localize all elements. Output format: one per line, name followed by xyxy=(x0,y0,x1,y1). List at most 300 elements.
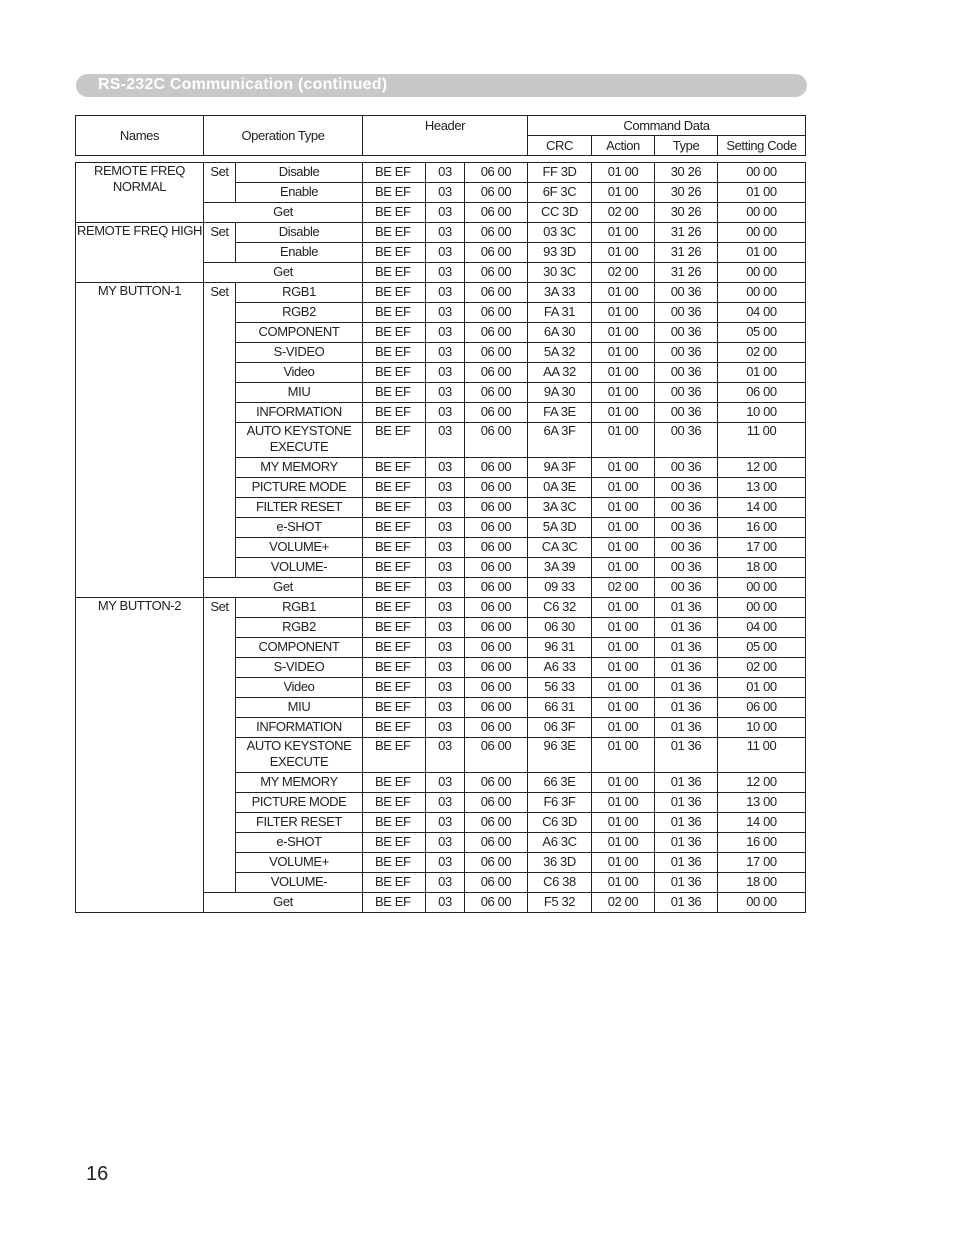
type-cell: 01 36 xyxy=(655,793,718,813)
operation-cell: e-SHOT xyxy=(236,833,363,853)
operation-cell: Enable xyxy=(236,183,363,203)
action-cell: 01 00 xyxy=(592,638,655,658)
names-header: Names xyxy=(76,116,204,156)
header-length-cell: 03 xyxy=(426,793,465,813)
operation-cell: MIU xyxy=(236,698,363,718)
header-cmd-cell: 06 00 xyxy=(465,698,528,718)
header-cmd-cell: 06 00 xyxy=(465,303,528,323)
action-cell: 02 00 xyxy=(592,203,655,223)
crc-cell: FA 31 xyxy=(528,303,592,323)
action-cell: 01 00 xyxy=(592,538,655,558)
header-cmd-cell: 06 00 xyxy=(465,718,528,738)
operation-cell: Enable xyxy=(236,243,363,263)
header-bytes-cell: BE EF xyxy=(363,738,426,773)
header-cmd-cell: 06 00 xyxy=(465,403,528,423)
header-cmd-cell: 06 00 xyxy=(465,738,528,773)
header-cmd-cell: 06 00 xyxy=(465,423,528,458)
crc-cell: 09 33 xyxy=(528,578,592,598)
crc-cell: 93 3D xyxy=(528,243,592,263)
action-cell: 01 00 xyxy=(592,478,655,498)
operation-cell: Disable xyxy=(236,163,363,183)
row-name-cell: MY BUTTON-2 xyxy=(76,598,204,913)
operation-cell: Get xyxy=(204,893,363,913)
header-cmd-cell: 06 00 xyxy=(465,893,528,913)
crc-header: CRC xyxy=(528,136,592,156)
action-cell: 01 00 xyxy=(592,813,655,833)
set-label-cell: Set xyxy=(204,283,236,578)
header-length-cell: 03 xyxy=(426,458,465,478)
header-header: Header xyxy=(363,116,528,136)
type-cell: 00 36 xyxy=(655,323,718,343)
header-length-cell: 03 xyxy=(426,558,465,578)
command-table xyxy=(75,115,806,913)
type-cell: 00 36 xyxy=(655,343,718,363)
header-cmd-cell: 06 00 xyxy=(465,853,528,873)
action-cell: 02 00 xyxy=(592,893,655,913)
header-length-cell: 03 xyxy=(426,678,465,698)
operation-cell: INFORMATION xyxy=(236,718,363,738)
action-cell: 02 00 xyxy=(592,578,655,598)
header-bytes-cell: BE EF xyxy=(363,243,426,263)
set-label-cell: Set xyxy=(204,163,236,203)
header-cmd-cell: 06 00 xyxy=(465,538,528,558)
header-cmd-cell: 06 00 xyxy=(465,458,528,478)
type-cell: 00 36 xyxy=(655,363,718,383)
type-cell: 31 26 xyxy=(655,243,718,263)
type-cell: 01 36 xyxy=(655,618,718,638)
operation-cell: COMPONENT xyxy=(236,323,363,343)
action-cell: 01 00 xyxy=(592,403,655,423)
crc-cell: AA 32 xyxy=(528,363,592,383)
header-length-cell: 03 xyxy=(426,698,465,718)
setting-code-cell: 00 00 xyxy=(718,163,806,183)
header-cmd-cell: 06 00 xyxy=(465,223,528,243)
header-bytes-cell: BE EF xyxy=(363,183,426,203)
operation-cell: RGB1 xyxy=(236,283,363,303)
crc-cell: 56 33 xyxy=(528,678,592,698)
header-length-cell: 03 xyxy=(426,538,465,558)
table-row xyxy=(76,223,806,243)
operation-cell: Video xyxy=(236,363,363,383)
header-bytes-cell: BE EF xyxy=(363,283,426,303)
header-length-cell: 03 xyxy=(426,478,465,498)
action-cell: 01 00 xyxy=(592,343,655,363)
setting-code-cell: 10 00 xyxy=(718,403,806,423)
crc-cell: C6 38 xyxy=(528,873,592,893)
setting-code-cell: 11 00 xyxy=(718,738,806,773)
header-bytes-cell: BE EF xyxy=(363,498,426,518)
setting-code-cell: 14 00 xyxy=(718,813,806,833)
header-cmd-cell: 06 00 xyxy=(465,598,528,618)
crc-cell: 06 30 xyxy=(528,618,592,638)
action-cell: 01 00 xyxy=(592,323,655,343)
header-bytes-cell: BE EF xyxy=(363,383,426,403)
crc-cell: 96 31 xyxy=(528,638,592,658)
crc-cell: 66 3E xyxy=(528,773,592,793)
operation-cell: VOLUME+ xyxy=(236,538,363,558)
operation-cell: FILTER RESET xyxy=(236,813,363,833)
action-cell: 01 00 xyxy=(592,598,655,618)
setting-code-cell: 04 00 xyxy=(718,303,806,323)
crc-cell: C6 3D xyxy=(528,813,592,833)
header-length-cell: 03 xyxy=(426,323,465,343)
operation-cell: S-VIDEO xyxy=(236,343,363,363)
type-cell: 00 36 xyxy=(655,403,718,423)
header-length-cell: 03 xyxy=(426,578,465,598)
setting-code-cell: 00 00 xyxy=(718,223,806,243)
header-bytes-cell: BE EF xyxy=(363,223,426,243)
crc-cell: 6F 3C xyxy=(528,183,592,203)
type-cell: 01 36 xyxy=(655,738,718,773)
type-cell: 30 26 xyxy=(655,163,718,183)
header-bytes-cell: BE EF xyxy=(363,813,426,833)
header-length-cell: 03 xyxy=(426,833,465,853)
operation-cell: e-SHOT xyxy=(236,518,363,538)
setting-code-cell: 00 00 xyxy=(718,578,806,598)
action-cell: 01 00 xyxy=(592,873,655,893)
setting-code-cell: 18 00 xyxy=(718,558,806,578)
operation-cell: MY MEMORY xyxy=(236,458,363,478)
header-cmd-cell: 06 00 xyxy=(465,498,528,518)
crc-cell: 9A 30 xyxy=(528,383,592,403)
header-length-cell: 03 xyxy=(426,423,465,458)
operation-cell: RGB2 xyxy=(236,618,363,638)
header-length-cell: 03 xyxy=(426,658,465,678)
header-cmd-cell: 06 00 xyxy=(465,813,528,833)
setting-code-cell: 00 00 xyxy=(718,283,806,303)
operation-cell: MIU xyxy=(236,383,363,403)
setting-code-cell: 00 00 xyxy=(718,263,806,283)
crc-cell: C6 32 xyxy=(528,598,592,618)
crc-cell: 0A 3E xyxy=(528,478,592,498)
setting-code-cell: 18 00 xyxy=(718,873,806,893)
header-bytes-cell: BE EF xyxy=(363,773,426,793)
setting-code-cell: 05 00 xyxy=(718,323,806,343)
action-cell: 01 00 xyxy=(592,738,655,773)
setting-code-cell: 05 00 xyxy=(718,638,806,658)
header-cmd-cell: 06 00 xyxy=(465,243,528,263)
setting-code-cell: 10 00 xyxy=(718,718,806,738)
header-bytes-cell: BE EF xyxy=(363,203,426,223)
table-row xyxy=(76,283,806,303)
operation-cell: VOLUME+ xyxy=(236,853,363,873)
header-bytes-cell: BE EF xyxy=(363,678,426,698)
header-bytes-cell: BE EF xyxy=(363,638,426,658)
header-cmd-cell: 06 00 xyxy=(465,833,528,853)
header-bytes-cell: BE EF xyxy=(363,478,426,498)
setting-code-cell: 12 00 xyxy=(718,458,806,478)
setting-code-cell: 06 00 xyxy=(718,698,806,718)
crc-cell: 3A 39 xyxy=(528,558,592,578)
type-cell: 01 36 xyxy=(655,873,718,893)
header-bytes-cell: BE EF xyxy=(363,423,426,458)
setting-code-cell: 13 00 xyxy=(718,793,806,813)
type-cell: 01 36 xyxy=(655,718,718,738)
header-bytes-cell: BE EF xyxy=(363,598,426,618)
action-cell: 01 00 xyxy=(592,303,655,323)
type-cell: 01 36 xyxy=(655,773,718,793)
type-cell: 31 26 xyxy=(655,223,718,243)
crc-cell: A6 3C xyxy=(528,833,592,853)
command-data-header: Command Data xyxy=(528,116,806,136)
type-cell: 00 36 xyxy=(655,283,718,303)
crc-cell: 3A 33 xyxy=(528,283,592,303)
header-length-cell: 03 xyxy=(426,343,465,363)
header-bytes-cell: BE EF xyxy=(363,698,426,718)
page-number: 16 xyxy=(86,1163,109,1185)
header-row-1 xyxy=(76,116,806,136)
operation-cell: VOLUME- xyxy=(236,558,363,578)
type-cell: 00 36 xyxy=(655,303,718,323)
type-cell: 00 36 xyxy=(655,538,718,558)
header-length-cell: 03 xyxy=(426,638,465,658)
crc-cell: 03 3C xyxy=(528,223,592,243)
header-cmd-cell: 06 00 xyxy=(465,793,528,813)
header-bytes-cell: BE EF xyxy=(363,658,426,678)
header-length-cell: 03 xyxy=(426,598,465,618)
action-cell: 02 00 xyxy=(592,263,655,283)
setting-code-cell: 14 00 xyxy=(718,498,806,518)
header-length-cell: 03 xyxy=(426,163,465,183)
header-length-cell: 03 xyxy=(426,873,465,893)
crc-cell: FF 3D xyxy=(528,163,592,183)
header-separator xyxy=(76,156,806,163)
type-cell: 31 26 xyxy=(655,263,718,283)
crc-cell: 30 3C xyxy=(528,263,592,283)
set-label-cell: Set xyxy=(204,223,236,263)
header-bytes-cell: BE EF xyxy=(363,893,426,913)
setting-code-cell: 01 00 xyxy=(718,243,806,263)
operation-cell: MY MEMORY xyxy=(236,773,363,793)
header-cmd-cell: 06 00 xyxy=(465,578,528,598)
operation-cell: RGB2 xyxy=(236,303,363,323)
action-cell: 01 00 xyxy=(592,793,655,813)
type-cell: 01 36 xyxy=(655,678,718,698)
crc-cell: 6A 30 xyxy=(528,323,592,343)
header-bytes-cell: BE EF xyxy=(363,853,426,873)
action-cell: 01 00 xyxy=(592,458,655,478)
header-cmd-cell: 06 00 xyxy=(465,343,528,363)
setting-code-cell: 00 00 xyxy=(718,598,806,618)
operation-cell: Get xyxy=(204,203,363,223)
action-cell: 01 00 xyxy=(592,558,655,578)
header-cmd-cell: 06 00 xyxy=(465,323,528,343)
header-bytes-cell: BE EF xyxy=(363,163,426,183)
row-name-cell: MY BUTTON-1 xyxy=(76,283,204,598)
type-cell: 30 26 xyxy=(655,183,718,203)
setting-code-cell: 02 00 xyxy=(718,658,806,678)
operation-cell: PICTURE MODE xyxy=(236,478,363,498)
action-cell: 01 00 xyxy=(592,183,655,203)
header-bytes-cell: BE EF xyxy=(363,578,426,598)
header-cmd-cell: 06 00 xyxy=(465,183,528,203)
operation-cell: AUTO KEYSTONE EXECUTE xyxy=(236,738,363,773)
header-cmd-cell: 06 00 xyxy=(465,283,528,303)
action-cell: 01 00 xyxy=(592,163,655,183)
type-cell: 01 36 xyxy=(655,638,718,658)
action-cell: 01 00 xyxy=(592,698,655,718)
header-length-cell: 03 xyxy=(426,813,465,833)
setting-code-cell: 01 00 xyxy=(718,363,806,383)
type-cell: 01 36 xyxy=(655,658,718,678)
action-cell: 01 00 xyxy=(592,833,655,853)
action-cell: 01 00 xyxy=(592,363,655,383)
header-length-cell: 03 xyxy=(426,893,465,913)
header-length-cell: 03 xyxy=(426,618,465,638)
header-length-cell: 03 xyxy=(426,718,465,738)
setting-code-cell: 04 00 xyxy=(718,618,806,638)
action-cell: 01 00 xyxy=(592,853,655,873)
type-cell: 01 36 xyxy=(655,698,718,718)
setting-code-cell: 16 00 xyxy=(718,833,806,853)
crc-cell: F5 32 xyxy=(528,893,592,913)
header-bytes-cell: BE EF xyxy=(363,538,426,558)
type-cell: 01 36 xyxy=(655,833,718,853)
header-bytes-cell: BE EF xyxy=(363,873,426,893)
operation-cell: FILTER RESET xyxy=(236,498,363,518)
action-cell: 01 00 xyxy=(592,718,655,738)
header-length-cell: 03 xyxy=(426,383,465,403)
action-cell: 01 00 xyxy=(592,423,655,458)
set-label-cell: Set xyxy=(204,598,236,893)
header-length-cell: 03 xyxy=(426,363,465,383)
action-cell: 01 00 xyxy=(592,243,655,263)
setting-code-cell: 06 00 xyxy=(718,383,806,403)
header-length-cell: 03 xyxy=(426,263,465,283)
type-cell: 01 36 xyxy=(655,813,718,833)
header-bytes-cell: BE EF xyxy=(363,363,426,383)
setting-code-cell: 17 00 xyxy=(718,853,806,873)
crc-cell: 6A 3F xyxy=(528,423,592,458)
type-cell: 01 36 xyxy=(655,853,718,873)
setting-code-cell: 01 00 xyxy=(718,183,806,203)
action-cell: 01 00 xyxy=(592,658,655,678)
header-cmd-cell: 06 00 xyxy=(465,773,528,793)
operation-cell: RGB1 xyxy=(236,598,363,618)
setting-code-cell: 02 00 xyxy=(718,343,806,363)
header-length-cell: 03 xyxy=(426,518,465,538)
operation-type-header: Operation Type xyxy=(204,116,363,156)
crc-cell: 66 31 xyxy=(528,698,592,718)
action-cell: 01 00 xyxy=(592,678,655,698)
header-length-cell: 03 xyxy=(426,853,465,873)
crc-cell: A6 33 xyxy=(528,658,592,678)
header-cmd-cell: 06 00 xyxy=(465,518,528,538)
header-cmd-cell: 06 00 xyxy=(465,263,528,283)
operation-cell: Video xyxy=(236,678,363,698)
header-length-cell: 03 xyxy=(426,303,465,323)
setting-code-cell: 12 00 xyxy=(718,773,806,793)
setting-code-cell: 13 00 xyxy=(718,478,806,498)
operation-cell: PICTURE MODE xyxy=(236,793,363,813)
header-cmd-cell: 06 00 xyxy=(465,203,528,223)
type-cell: 00 36 xyxy=(655,423,718,458)
header-bytes-cell: BE EF xyxy=(363,343,426,363)
header-length-cell: 03 xyxy=(426,243,465,263)
operation-cell: AUTO KEYSTONE EXECUTE xyxy=(236,423,363,458)
header-bytes-cell: BE EF xyxy=(363,718,426,738)
crc-cell: CA 3C xyxy=(528,538,592,558)
type-cell: 30 26 xyxy=(655,203,718,223)
header-bytes-cell: BE EF xyxy=(363,303,426,323)
type-cell: 00 36 xyxy=(655,478,718,498)
header-length-cell: 03 xyxy=(426,738,465,773)
operation-cell: Get xyxy=(204,578,363,598)
operation-cell: Disable xyxy=(236,223,363,243)
crc-cell: F6 3F xyxy=(528,793,592,813)
header-bytes-cell: BE EF xyxy=(363,458,426,478)
operation-cell: Get xyxy=(204,263,363,283)
setting-code-cell: 11 00 xyxy=(718,423,806,458)
action-cell: 01 00 xyxy=(592,223,655,243)
type-cell: 00 36 xyxy=(655,458,718,478)
header-bytes-cell: BE EF xyxy=(363,263,426,283)
crc-cell: 06 3F xyxy=(528,718,592,738)
type-cell: 00 36 xyxy=(655,558,718,578)
action-cell: 01 00 xyxy=(592,618,655,638)
operation-cell: COMPONENT xyxy=(236,638,363,658)
row-name-cell: REMOTE FREQ NORMAL xyxy=(76,163,204,223)
header-length-cell: 03 xyxy=(426,403,465,423)
header-cmd-cell: 06 00 xyxy=(465,478,528,498)
header-bytes-cell: BE EF xyxy=(363,833,426,853)
setting-code-cell: 00 00 xyxy=(718,893,806,913)
header-bytes-cell: BE EF xyxy=(363,403,426,423)
header-length-cell: 03 xyxy=(426,773,465,793)
setting-code-header: Setting Code xyxy=(718,136,806,156)
table-row xyxy=(76,598,806,618)
header-cmd-cell: 06 00 xyxy=(465,678,528,698)
header-cmd-cell: 06 00 xyxy=(465,618,528,638)
header-cmd-cell: 06 00 xyxy=(465,383,528,403)
setting-code-cell: 00 00 xyxy=(718,203,806,223)
crc-cell: 5A 3D xyxy=(528,518,592,538)
header-bytes-cell: BE EF xyxy=(363,618,426,638)
header-cmd-cell: 06 00 xyxy=(465,163,528,183)
setting-code-cell: 16 00 xyxy=(718,518,806,538)
section-title: RS-232C Communication (continued) xyxy=(98,76,388,93)
header-length-cell: 03 xyxy=(426,183,465,203)
setting-code-cell: 17 00 xyxy=(718,538,806,558)
crc-cell: 5A 32 xyxy=(528,343,592,363)
header-cmd-cell: 06 00 xyxy=(465,658,528,678)
operation-cell: INFORMATION xyxy=(236,403,363,423)
type-cell: 00 36 xyxy=(655,498,718,518)
crc-cell: 96 3E xyxy=(528,738,592,773)
type-cell: 01 36 xyxy=(655,893,718,913)
operation-cell: VOLUME- xyxy=(236,873,363,893)
action-cell: 01 00 xyxy=(592,498,655,518)
header-length-cell: 03 xyxy=(426,283,465,303)
action-cell: 01 00 xyxy=(592,773,655,793)
header-length-cell: 03 xyxy=(426,223,465,243)
crc-cell: 3A 3C xyxy=(528,498,592,518)
setting-code-cell: 01 00 xyxy=(718,678,806,698)
header-length-cell: 03 xyxy=(426,203,465,223)
operation-cell: S-VIDEO xyxy=(236,658,363,678)
crc-cell: 36 3D xyxy=(528,853,592,873)
header-cmd-cell: 06 00 xyxy=(465,558,528,578)
action-cell: 01 00 xyxy=(592,283,655,303)
header-bytes-cell: BE EF xyxy=(363,323,426,343)
action-cell: 01 00 xyxy=(592,383,655,403)
header-cmd-cell: 06 00 xyxy=(465,638,528,658)
type-cell: 01 36 xyxy=(655,598,718,618)
crc-cell: FA 3E xyxy=(528,403,592,423)
header-bytes-cell: BE EF xyxy=(363,558,426,578)
type-header: Type xyxy=(655,136,718,156)
action-cell: 01 00 xyxy=(592,518,655,538)
